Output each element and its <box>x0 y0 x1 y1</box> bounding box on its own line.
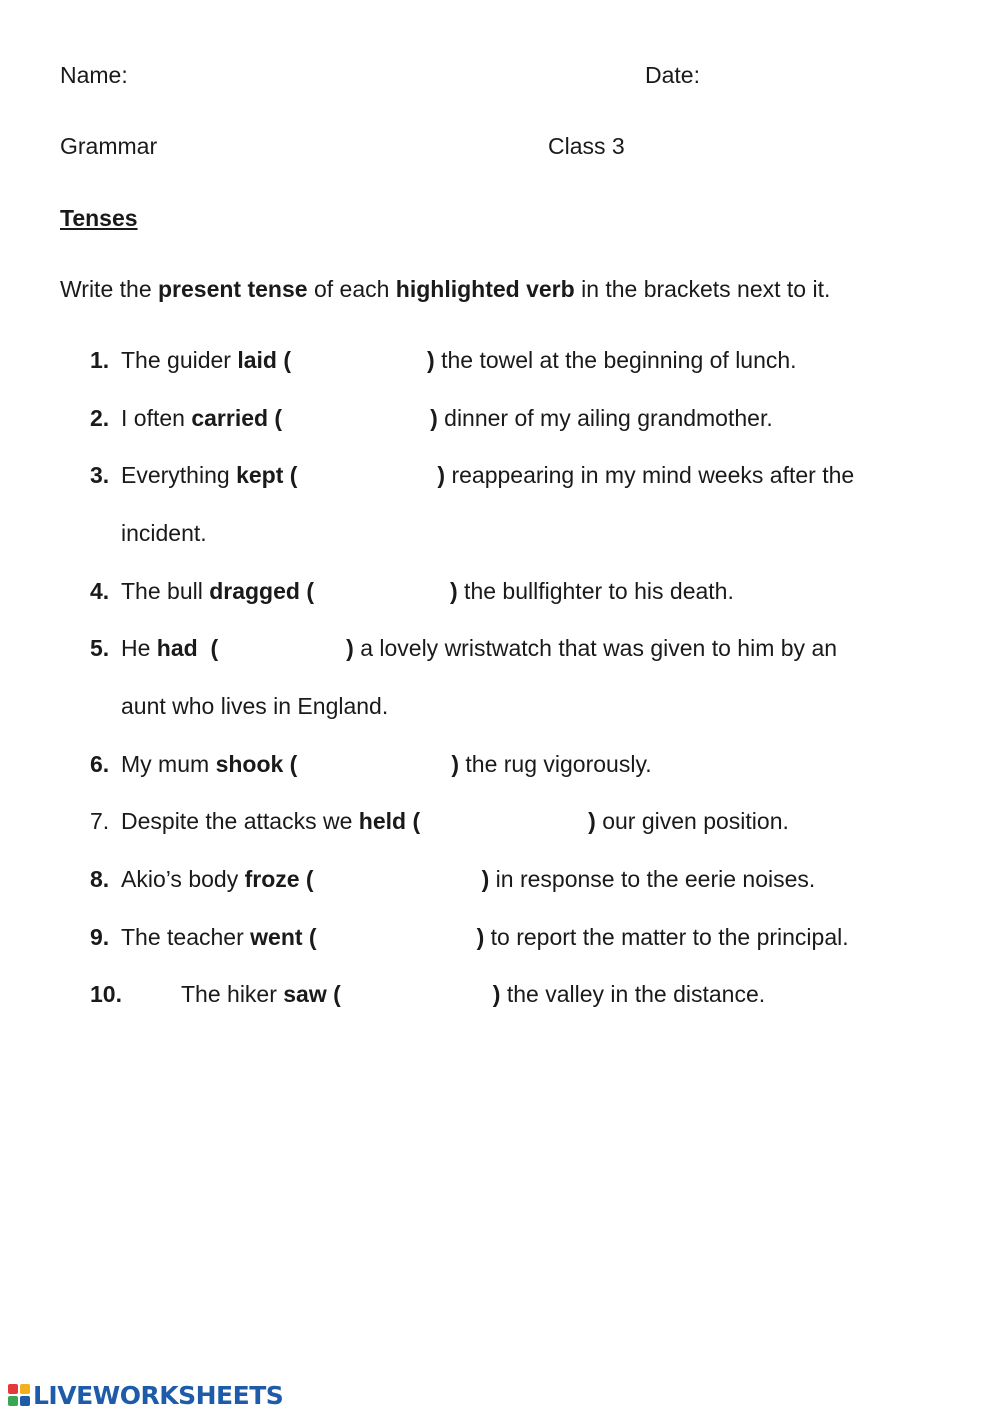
close-bracket: ) <box>430 405 438 431</box>
question-number: 2. <box>90 405 110 431</box>
question-item <box>90 924 109 951</box>
highlighted-verb: laid ( <box>237 347 292 373</box>
question-item <box>90 751 109 778</box>
liveworksheets-logo[interactable] <box>8 1382 283 1408</box>
name-label: Name: <box>60 62 128 88</box>
question-post: reappearing in my mind weeks after the <box>445 462 855 488</box>
question-post: in response to the eerie noises. <box>489 866 816 892</box>
highlighted-verb: had ( <box>156 635 219 661</box>
highlighted-verb: froze ( <box>244 866 314 892</box>
close-bracket: ) <box>588 808 596 834</box>
instructions-part3: in the brackets next to it. <box>574 276 831 302</box>
instructions-part2: of each <box>307 276 396 302</box>
question-number: 7. <box>90 808 110 834</box>
logo-square-blue <box>20 1396 30 1406</box>
question-item <box>90 347 109 374</box>
question-text <box>121 866 815 893</box>
highlighted-verb: kept ( <box>236 462 298 488</box>
question-pre: The guider <box>121 347 238 373</box>
logo-grid-icon <box>8 1384 30 1406</box>
question-item <box>90 405 109 432</box>
close-bracket: ) <box>481 866 490 892</box>
question-post: the rug vigorously. <box>459 751 652 777</box>
question-number: 8. <box>90 866 110 892</box>
question-pre: He <box>121 635 157 661</box>
question-number: 9. <box>90 924 110 950</box>
question-text <box>181 981 765 1008</box>
highlighted-verb: shook ( <box>215 751 298 777</box>
question-text <box>121 405 773 432</box>
answer-blank[interactable] <box>297 752 451 776</box>
question-number: 1. <box>90 347 110 373</box>
question-pre: I often <box>121 405 192 431</box>
instructions-bold1: present tense <box>158 276 308 302</box>
instructions-bold2: highlighted verb <box>395 276 575 302</box>
question-text <box>121 751 652 778</box>
question-number: 10. <box>90 981 122 1007</box>
question-post: the valley in the distance. <box>500 981 766 1007</box>
question-pre: The hiker <box>181 981 284 1007</box>
question-pre: Everything <box>121 462 237 488</box>
question-post: to report the matter to the principal. <box>484 924 849 950</box>
question-pre: Akio’s body <box>121 866 245 892</box>
close-bracket: ) <box>450 578 458 604</box>
close-bracket: ) <box>451 751 460 777</box>
answer-blank[interactable] <box>314 579 450 603</box>
question-item <box>90 981 122 1008</box>
highlighted-verb: went ( <box>250 924 317 950</box>
close-bracket: ) <box>437 462 446 488</box>
logo-text: LIVEWORKSHEETS <box>33 1380 284 1410</box>
question-item <box>90 635 109 662</box>
question-item <box>90 578 109 605</box>
highlighted-verb: saw ( <box>283 981 341 1007</box>
close-bracket: ) <box>427 347 435 373</box>
question-pre: Despite the attacks we <box>121 808 359 834</box>
instructions <box>60 276 830 303</box>
question-pre: My mum <box>121 751 216 777</box>
question-text <box>121 347 797 374</box>
answer-blank[interactable] <box>420 809 588 833</box>
highlighted-verb: held ( <box>358 808 421 834</box>
logo-square-green <box>8 1396 18 1406</box>
question-text <box>121 924 849 951</box>
question-number: 3. <box>90 462 110 488</box>
logo-square-yellow <box>20 1384 30 1394</box>
answer-blank[interactable] <box>317 925 477 949</box>
question-post: dinner of my ailing grandmother. <box>437 405 773 431</box>
question-number: 4. <box>90 578 110 604</box>
highlighted-verb: dragged ( <box>209 578 314 604</box>
class-label: Class 3 <box>548 133 625 159</box>
close-bracket: ) <box>492 981 501 1007</box>
answer-blank[interactable] <box>218 636 346 660</box>
question-text <box>121 808 789 835</box>
question-number: 6. <box>90 751 110 777</box>
answer-blank[interactable] <box>291 348 427 372</box>
date-label: Date: <box>645 62 700 88</box>
question-post: the towel at the beginning of lunch. <box>434 347 797 373</box>
question-post: the bullfighter to his death. <box>457 578 734 604</box>
question-post: a lovely wristwatch that was given to him by an <box>353 635 838 661</box>
section-title: Tenses <box>60 205 138 231</box>
question-pre: The bull <box>121 578 210 604</box>
logo-square-red <box>8 1384 18 1394</box>
question-item <box>90 866 109 893</box>
question-pre: The teacher <box>121 924 251 950</box>
question-continuation: aunt who lives in England. <box>121 693 389 719</box>
answer-blank[interactable] <box>297 463 437 487</box>
subject-label: Grammar <box>60 133 158 159</box>
highlighted-verb: carried ( <box>191 405 283 431</box>
close-bracket: ) <box>346 635 354 661</box>
question-number: 5. <box>90 635 110 661</box>
question-item <box>90 808 109 835</box>
question-text <box>121 578 734 605</box>
answer-blank[interactable] <box>341 982 493 1006</box>
answer-blank[interactable] <box>314 867 482 891</box>
question-text <box>121 635 837 662</box>
question-post: our given position. <box>595 808 789 834</box>
close-bracket: ) <box>476 924 485 950</box>
answer-blank[interactable] <box>282 406 430 430</box>
question-text <box>121 462 854 489</box>
question-item <box>90 462 109 489</box>
instructions-part1: Write the <box>60 276 158 302</box>
question-continuation: incident. <box>121 520 207 546</box>
